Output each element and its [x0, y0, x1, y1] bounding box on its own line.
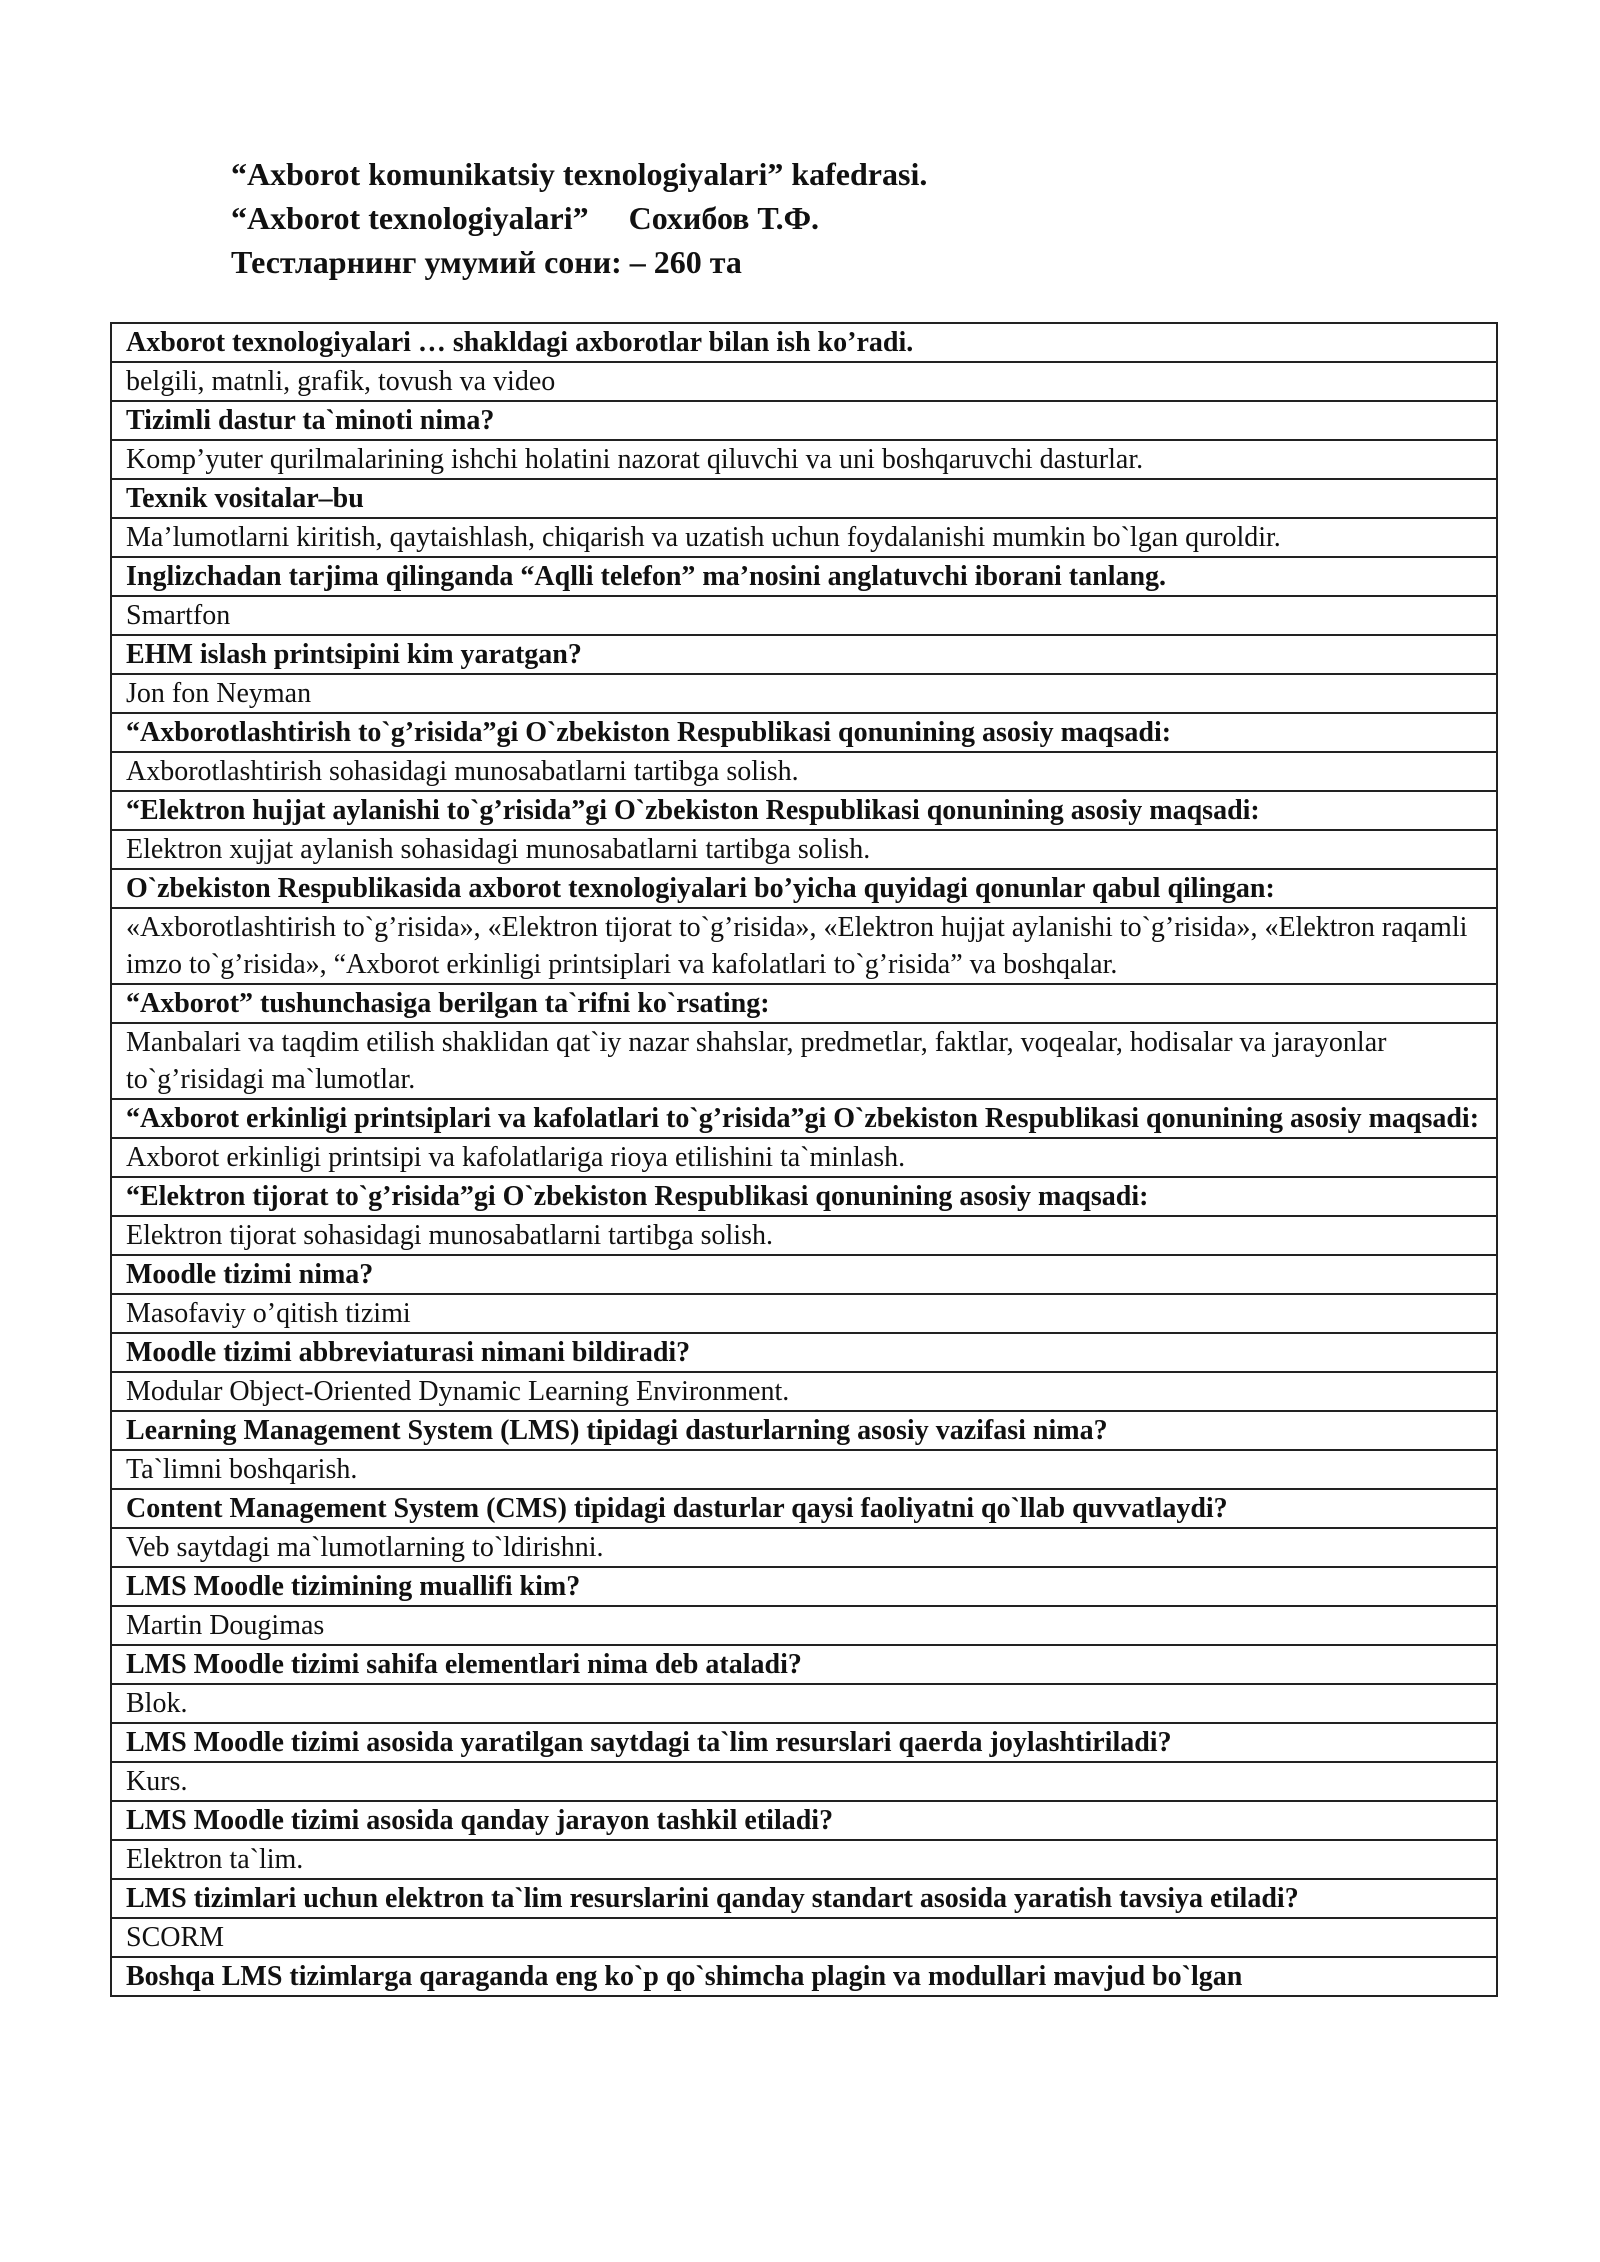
- answer-text: Komp’yuter qurilmalarining ishchi holatini nazorat qiluvchi va uni boshqaruvchi dasturlar.: [111, 440, 1497, 479]
- answer-text: Masofaviy o’qitish tizimi: [111, 1294, 1497, 1333]
- question-row: [111, 635, 1497, 674]
- question-text: Axborot texnologiyalari … shakldagi axborotlar bilan ish ko’radi.: [111, 323, 1497, 362]
- question-text: “Elektron tijorat to`g’risida”gi O`zbekiston Respublikasi qonunining asosiy maqsadi:: [111, 1177, 1497, 1216]
- question-row: [111, 869, 1497, 908]
- answer-row: [111, 830, 1497, 869]
- answer-text: SCORM: [111, 1918, 1497, 1957]
- question-text: “Axborotlashtirish to`g’risida”gi O`zbekiston Respublikasi qonunining asosiy maqsadi:: [111, 713, 1497, 752]
- answer-text: «Axborotlashtirish to`g’risida», «Elektron tijorat to`g’risida», «Elektron hujjat aylanishi to`g’risida», «Elektron raqamli imzo to`g’risida», “Axborot erkinligi printsiplari va kafolatlari to`g’risida” va boshqalar.: [111, 908, 1497, 984]
- question-row: [111, 713, 1497, 752]
- answer-row: [111, 1918, 1497, 1957]
- answer-text: Smartfon: [111, 596, 1497, 635]
- question-text: LMS Moodle tizimi asosida yaratilgan saytdagi ta`lim resurslari qaerda joylashtiriladi?: [111, 1723, 1497, 1762]
- questions-table: [110, 322, 1498, 1997]
- answer-text: Blok.: [111, 1684, 1497, 1723]
- answer-row: [111, 362, 1497, 401]
- question-row: [111, 1957, 1497, 1996]
- question-text: “Elektron hujjat aylanishi to`g’risida”gi O`zbekiston Respublikasi qonunining asosiy maqsadi:: [111, 791, 1497, 830]
- answer-text: Modular Object-Oriented Dynamic Learning Environment.: [111, 1372, 1497, 1411]
- question-row: [111, 1645, 1497, 1684]
- answer-text: Ma’lumotlarni kiritish, qaytaishlash, chiqarish va uzatish uchun foydalanishi mumkin bo`lgan quroldir.: [111, 518, 1497, 557]
- answer-row: [111, 1216, 1497, 1255]
- answer-text: Ta`limni boshqarish.: [111, 1450, 1497, 1489]
- question-text: O`zbekiston Respublikasida axborot texnologiyalari bo’yicha quyidagi qonunlar qabul qilingan:: [111, 869, 1497, 908]
- document-header: [231, 152, 927, 284]
- answer-row: [111, 518, 1497, 557]
- total-tests-count: Тестларнинг умумий сони: – 260 та: [231, 244, 742, 280]
- question-row: [111, 1177, 1497, 1216]
- question-row: [111, 1099, 1497, 1138]
- answer-row: [111, 1762, 1497, 1801]
- answer-text: Martin Dougimas: [111, 1606, 1497, 1645]
- question-text: Content Management System (CMS) tipidagi dasturlar qaysi faoliyatni qo`llab quvvatlaydi?: [111, 1489, 1497, 1528]
- questions-table-body: [111, 323, 1497, 1996]
- answer-row: [111, 596, 1497, 635]
- question-row: [111, 1489, 1497, 1528]
- question-text: Texnik vositalar–bu: [111, 479, 1497, 518]
- answer-row: [111, 1138, 1497, 1177]
- question-row: [111, 557, 1497, 596]
- answer-text: Jon fon Neyman: [111, 674, 1497, 713]
- answer-text: Veb saytdagi ma`lumotlarning to`ldirishni.: [111, 1528, 1497, 1567]
- question-text: Moodle tizimi abbreviaturasi nimani bildiradi?: [111, 1333, 1497, 1372]
- answer-text: Axborot erkinligi printsipi va kafolatlariga rioya etilishini ta`minlash.: [111, 1138, 1497, 1177]
- question-row: [111, 984, 1497, 1023]
- question-text: Moodle tizimi nima?: [111, 1255, 1497, 1294]
- answer-text: Elektron tijorat sohasidagi munosabatlarni tartibga solish.: [111, 1216, 1497, 1255]
- answer-row: [111, 674, 1497, 713]
- question-row: [111, 1333, 1497, 1372]
- answer-text: Manbalari va taqdim etilish shaklidan qat`iy nazar shahslar, predmetlar, faktlar, voqealar, hodisalar va jarayonlar to`g’risidagi ma`lumotlar.: [111, 1023, 1497, 1099]
- answer-row: [111, 1372, 1497, 1411]
- answer-row: [111, 1528, 1497, 1567]
- question-text: “Axborot erkinligi printsiplari va kafolatlari to`g’risida”gi O`zbekiston Respublikasi qonunining asosiy maqsadi:: [111, 1099, 1497, 1138]
- question-row: [111, 1567, 1497, 1606]
- question-row: [111, 1723, 1497, 1762]
- question-row: [111, 401, 1497, 440]
- question-row: [111, 1411, 1497, 1450]
- answer-text: Axborotlashtirish sohasidagi munosabatlarni tartibga solish.: [111, 752, 1497, 791]
- question-text: “Axborot” tushunchasiga berilgan ta`rifni ko`rsating:: [111, 984, 1497, 1023]
- question-text: EHM islash printsipini kim yaratgan?: [111, 635, 1497, 674]
- question-text: LMS Moodle tizimining muallifi kim?: [111, 1567, 1497, 1606]
- subject-and-author: “Axborot texnologiyalari” Сохибов Т.Ф.: [231, 200, 820, 236]
- question-text: Learning Management System (LMS) tipidagi dasturlarning asosiy vazifasi nima?: [111, 1411, 1497, 1450]
- answer-row: [111, 440, 1497, 479]
- answer-text: belgili, matnli, grafik, tovush va video: [111, 362, 1497, 401]
- question-row: [111, 479, 1497, 518]
- answer-row: [111, 1684, 1497, 1723]
- answer-row: [111, 1840, 1497, 1879]
- answer-text: Kurs.: [111, 1762, 1497, 1801]
- question-text: Tizimli dastur ta`minoti nima?: [111, 401, 1497, 440]
- department-title: “Axborot komunikatsiy texnologiyalari” kafedrasi.: [231, 156, 928, 192]
- answer-text: Elektron ta`lim.: [111, 1840, 1497, 1879]
- answer-row: [111, 1023, 1497, 1099]
- question-row: [111, 323, 1497, 362]
- answer-row: [111, 752, 1497, 791]
- question-row: [111, 1801, 1497, 1840]
- question-text: LMS tizimlari uchun elektron ta`lim resurslarini qanday standart asosida yaratish tavsiya etiladi?: [111, 1879, 1497, 1918]
- question-text: LMS Moodle tizimi sahifa elementlari nima deb ataladi?: [111, 1645, 1497, 1684]
- question-row: [111, 791, 1497, 830]
- answer-row: [111, 1294, 1497, 1333]
- question-text: LMS Moodle tizimi asosida qanday jarayon tashkil etiladi?: [111, 1801, 1497, 1840]
- question-text: Inglizchadan tarjima qilinganda “Aqlli telefon” ma’nosini anglatuvchi iborani tanlang.: [111, 557, 1497, 596]
- answer-text: Elektron xujjat aylanish sohasidagi munosabatlarni tartibga solish.: [111, 830, 1497, 869]
- answer-row: [111, 1450, 1497, 1489]
- question-row: [111, 1255, 1497, 1294]
- question-text: Boshqa LMS tizimlarga qaraganda eng ko`p qo`shimcha plagin va modullari mavjud bo`lgan: [111, 1957, 1497, 1996]
- question-row: [111, 1879, 1497, 1918]
- answer-row: [111, 908, 1497, 984]
- answer-row: [111, 1606, 1497, 1645]
